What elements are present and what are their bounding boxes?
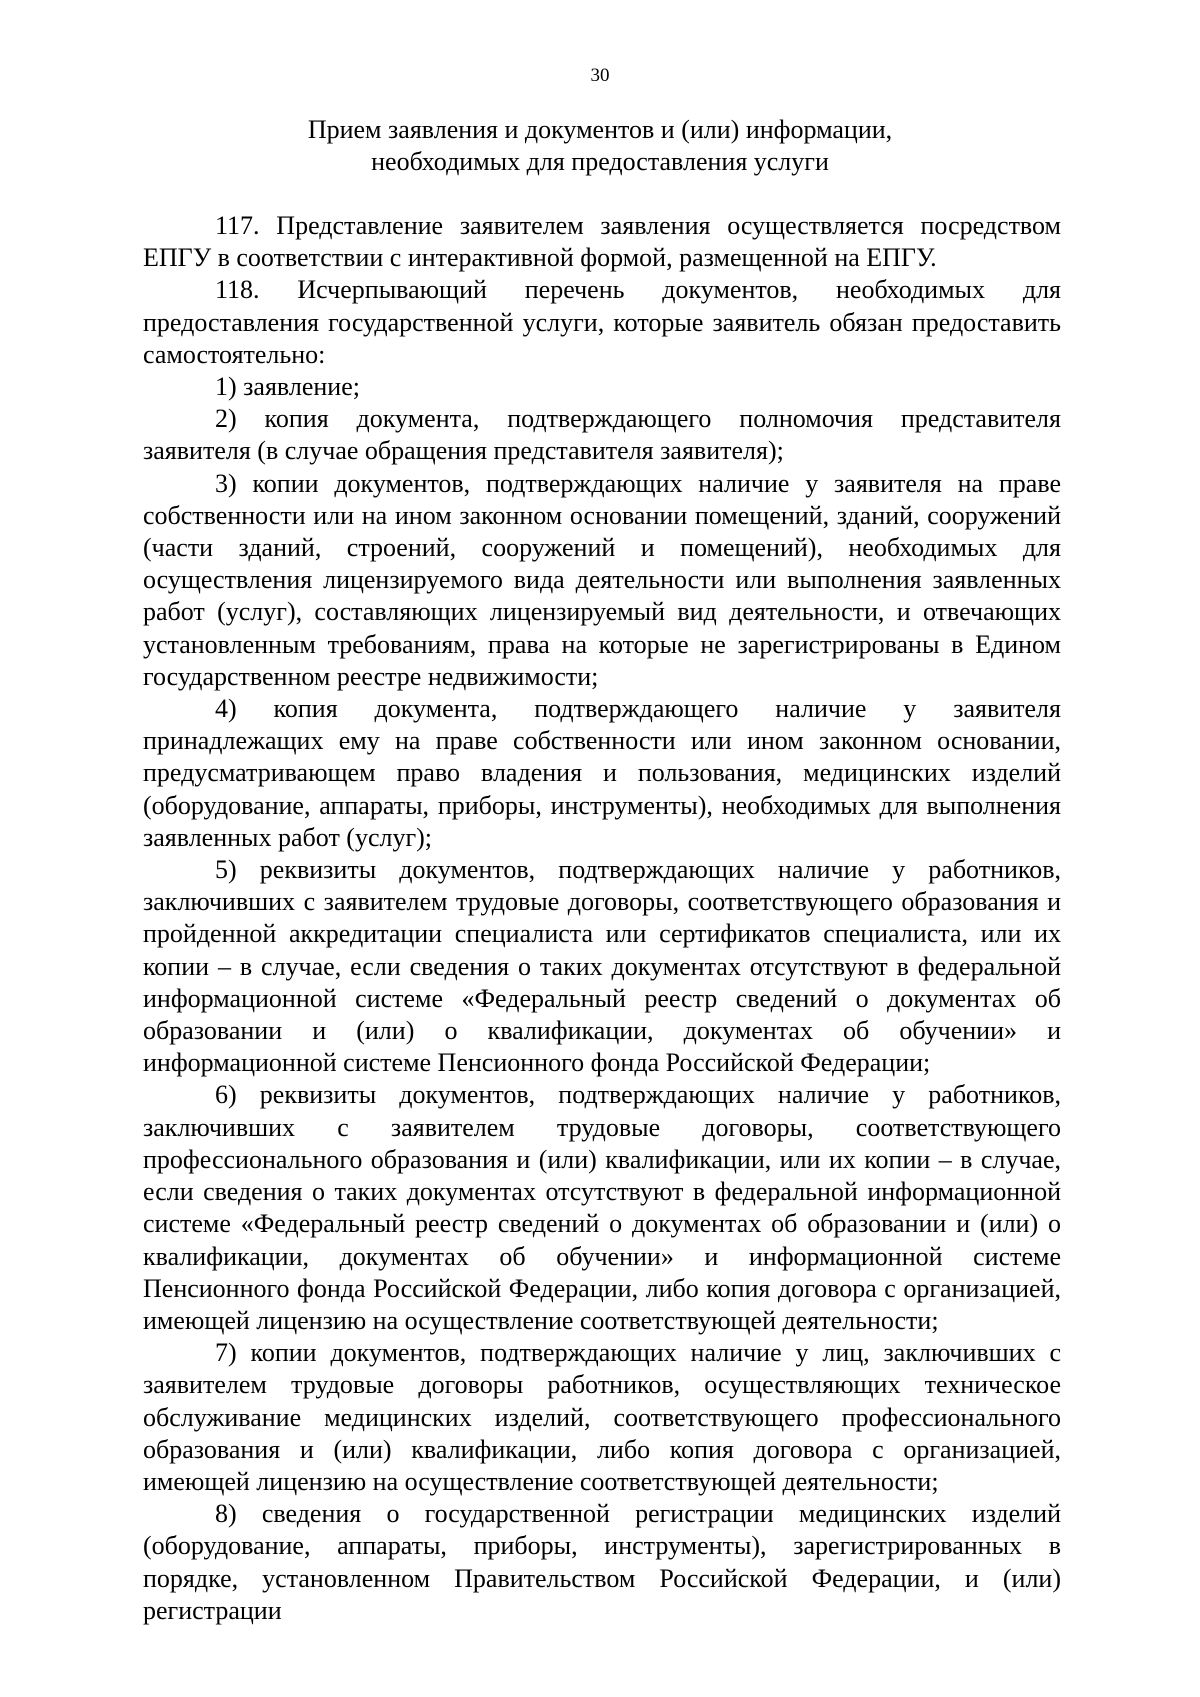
page-number: 30 (590, 65, 610, 86)
list-item-6: 6) реквизиты документов, подтверждающих наличие у работников, заключивших с заявителем трудовые договоры, соответствующего профессионального образования и (или) квалификации, или их копии – в случае, если сведения о таких документах отсутствуют в федеральной информационной системе «Федеральный реестр сведений о документах об образовании и (или) о квалификации, документах об обучении» и информационной системе Пенсионного фонда Российской Федерации, либо копия договора с организацией, имеющей лицензию на осуществление соответствующей деятельности; (143, 1080, 1061, 1335)
list-item-3: 3) копии документов, подтверждающих наличие у заявителя на праве собственности или на ином законном основании помещений, зданий, сооружений (части зданий, строений, сооружений и помещений), необходимых для осуществления лицензируемого вида деятельности или выполнения заявленных работ (услуг), составляющих лицензируемый вид деятельности, и отвечающих установленным требованиям, права на которые не зарегистрированы в Едином государственном реестре недвижимости; (143, 468, 1061, 691)
heading-line-2: необходимых для предоставления услуги (371, 147, 829, 176)
list-item-7: 7) копии документов, подтверждающих наличие у лиц, заключивших с заявителем трудовые договоры работников, осуществляющих техническое обслуживание медицинских изделий, соответствующего профессионального образования и (или) квалификации, либо копия договора с организацией, имеющей лицензию на осуществление соответствующей деятельности; (143, 1338, 1061, 1496)
list-item-8: 8) сведения о государственной регистрации медицинских изделий (оборудование, аппараты, приборы, инструменты), зарегистрированных в порядке, установленном Правительством Российской Федерации, и (или) регистрации (143, 1499, 1061, 1625)
list-item-1: 1) заявление; (215, 372, 360, 402)
list-item-2: 2) копия документа, подтверждающего полномочия представителя заявителя (в случае обращения представителя заявителя); (143, 404, 1061, 466)
paragraph-117: 117. Представление заявителем заявления осуществляется посредством ЕПГУ в соответствии с интерактивной формой, размещенной на ЕПГУ. (143, 211, 1061, 273)
list-item-5: 5) реквизиты документов, подтверждающих наличие у работников, заключивших с заявителем трудовые договоры, соответствующего образования и пройденной аккредитации специалиста или сертификатов специалиста, или их копии – в случае, если сведения о таких документах отсутствуют в федеральной информационной системе «Федеральный реестр сведений о документах об образовании и (или) о квалификации, документах об обучении» и информационной системе Пенсионного фонда Российской Федерации; (143, 855, 1061, 1078)
heading-line-1: Прием заявления и документов и (или) информации, (307, 115, 893, 144)
section-heading (150, 114, 1050, 178)
document-body (143, 210, 1061, 1627)
paragraph-118: 118. Исчерпывающий перечень документов, необходимых для предоставления государственной услуги, которые заявитель обязан предоставить самостоятельно: (143, 275, 1061, 369)
list-item-4: 4) копия документа, подтверждающего наличие у заявителя принадлежащих ему на праве собственности или ином законном основании, предусматривающем право владения и пользования, медицинских изделий (оборудование, аппараты, приборы, инструменты), необходимых для выполнения заявленных работ (услуг); (143, 694, 1061, 852)
